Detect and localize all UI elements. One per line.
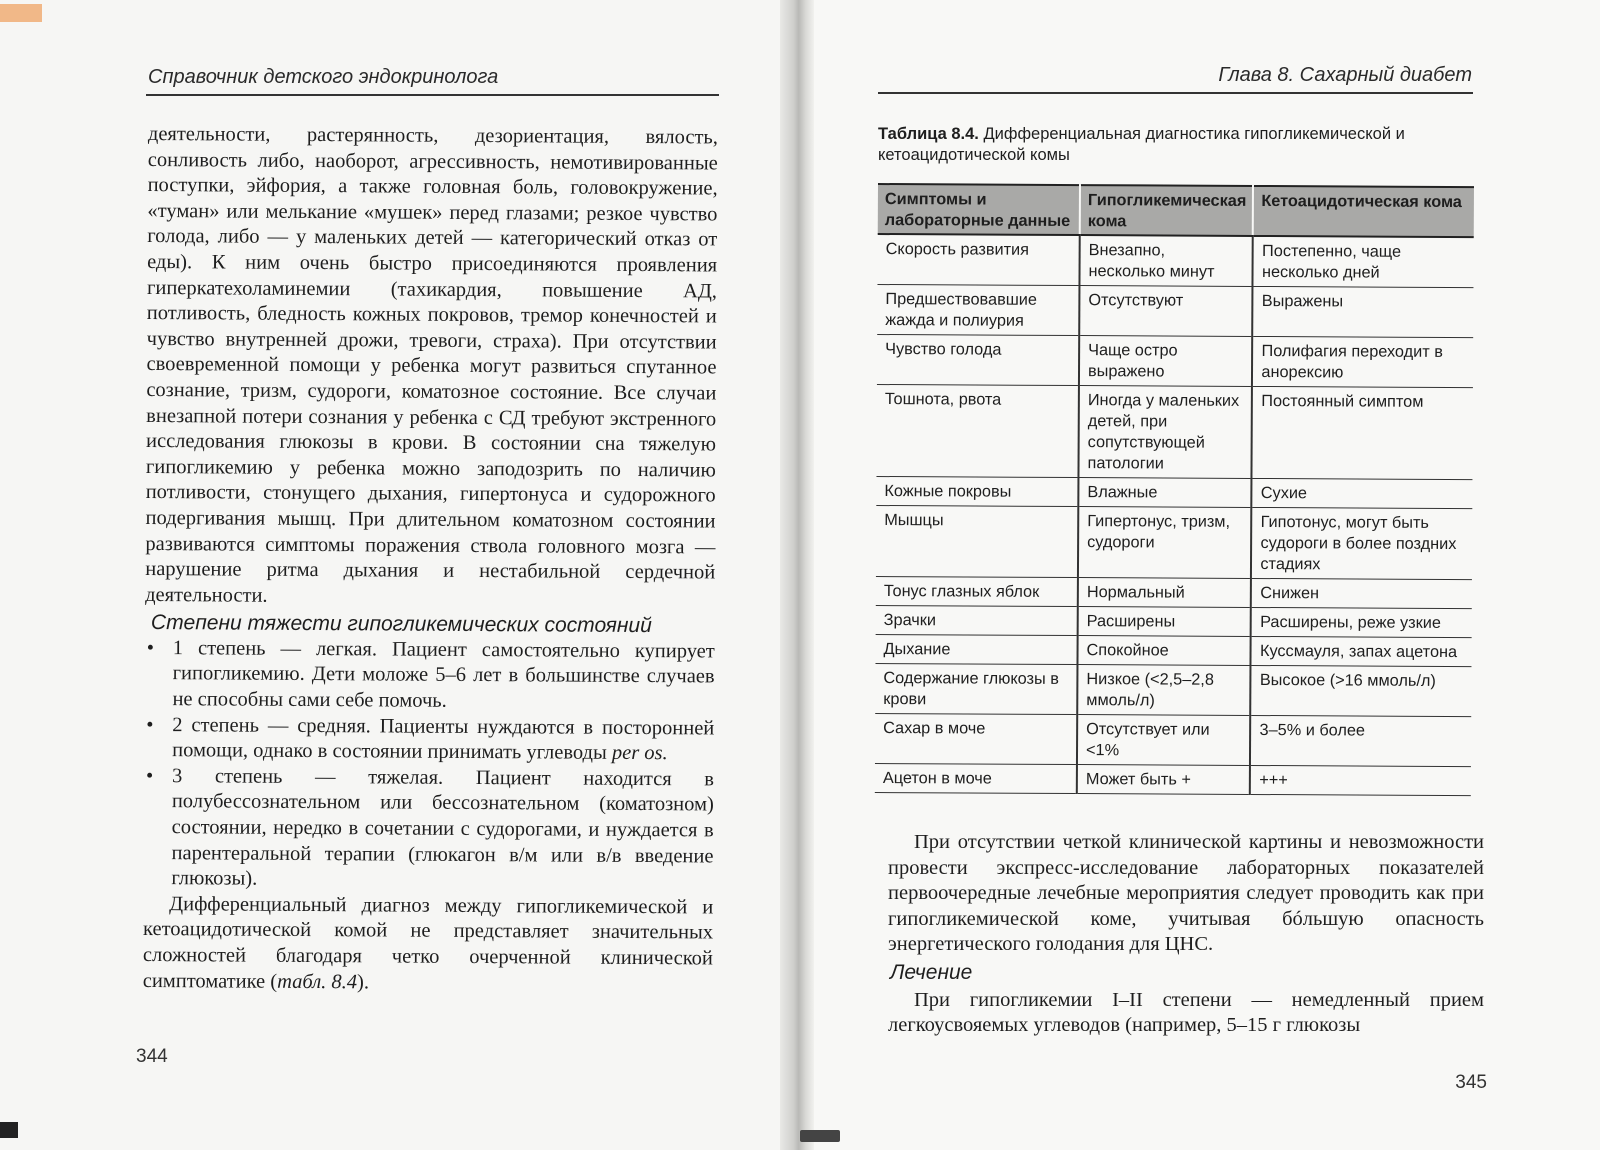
table-cell: Полифагия переходит в анорексию <box>1252 336 1473 387</box>
severity-item-text: 2 степень — средняя. Пациенты нуждаются в посторонней помощи, однако в состоянии принимать углеводы <box>172 713 715 765</box>
table-reference: табл. 8.4 <box>277 970 358 993</box>
table-cell: Мышцы <box>876 505 1078 577</box>
severity-item-text: 1 степень — легкая. Пациент самостоятельно купирует гипогликемию. Дети моложе 5–6 лет в большинстве случаев не способны сами себе помочь. <box>172 637 715 712</box>
table-caption-text: Дифференциальная диагностика гипогликемической и кетоацидотической комы <box>878 125 1405 164</box>
table-cell: Куссмауля, запах ацетона <box>1251 636 1472 666</box>
table-cell: Тонус глазных яблок <box>876 576 1078 606</box>
table-body <box>875 234 1474 796</box>
table-header-cell: Гипогликемическая кома <box>1080 185 1254 236</box>
table-cell: Чаще остро выражено <box>1079 336 1253 387</box>
table-cell: Снижен <box>1251 578 1472 608</box>
table-cell: Гипертонус, тризм, судороги <box>1078 507 1252 579</box>
table-cell: Нормальный <box>1078 578 1252 608</box>
table-row <box>875 763 1471 795</box>
table-row <box>875 713 1471 766</box>
table-caption-label: Таблица 8.4. <box>878 125 979 143</box>
table-row <box>877 234 1473 288</box>
left-body-text <box>143 122 718 998</box>
severity-item-italic: per os. <box>611 742 668 765</box>
table-cell: Расширены, реже узкие <box>1251 607 1472 637</box>
table-header-cell: Кетоацидотическая кома <box>1253 186 1474 237</box>
table-cell: +++ <box>1250 765 1471 795</box>
table-row <box>876 384 1472 479</box>
left-paragraph-2 <box>143 892 714 998</box>
table-cell: Влажные <box>1078 478 1252 508</box>
table-cell: Внезапно, несколько минут <box>1079 235 1253 286</box>
book-gutter <box>780 0 814 1150</box>
severity-item-1 <box>172 636 714 716</box>
table-cell: Кожные покровы <box>876 476 1078 506</box>
table-caption <box>878 124 1478 166</box>
table-cell: Высокое (>16 ммоль/л) <box>1251 665 1472 716</box>
table-cell: Сахар в моче <box>875 713 1077 764</box>
table-cell: Иногда у маленьких детей, при сопутствующей патологии <box>1078 386 1252 479</box>
table-header-row <box>878 184 1474 237</box>
paragraph-2-text: Дифференциальный диагноз между гипогликемической и кетоацидотической комой не представляет значительных сложностей благодаря четко очерченной клинической симптоматике ( <box>142 892 714 993</box>
table-cell: Скорость развития <box>877 234 1079 286</box>
table-cell: Чувство голода <box>877 334 1079 385</box>
left-page <box>0 0 790 1150</box>
severity-item-2 <box>172 713 714 767</box>
table-row <box>876 605 1472 637</box>
table-row <box>876 576 1472 608</box>
table-row <box>875 663 1471 716</box>
table-cell: 3–5% и более <box>1250 715 1471 766</box>
table-cell: Спокойное <box>1077 636 1251 666</box>
left-page-number: 344 <box>136 1046 168 1067</box>
left-paragraph-1: деятельности, растерянность, дезориентация, вялость, сонливость либо, наоборот, агрессивность, немотивированные поступки, эйфория, а также головная боль, головокружение, «туман» или мелькание «мушек» перед глазами; резкое чувство голода, либо — у маленьких детей — категорический отказ от еды). К ним очень быстро присоединяются проявления гиперкатехоламинемии (тахикардия, повышение АД, потливость, бледность кожных покровов, тремор конечностей и чувство внутренней дрожи, тревоги, страха). При отсутствии своевременной помощи у ребенка могут развиться спутанное сознание, тризм, судороги, коматозное состояние. Все случаи внезапной потери сознания у ребенка с СД требуют экстренного исследования глюкозы в крови. В состоянии сна тяжелую гипогликемию у ребенка можно заподозрить по наличию потливости, стонущего дыхания, гипертонуса и судорожного подергивания мышц. При длительном коматозном состоянии развиваются симптомы поражения ствола головного мозга — нарушение ритма дыхания и нестабильной сердечной деятельности. <box>145 122 718 607</box>
table-row <box>877 334 1473 387</box>
right-paragraph-2: При гипогликемии I–II степени — немедленный прием легкоусвояемых углеводов (например, 5–15 г глюкозы <box>888 988 1484 1037</box>
table-cell: Расширены <box>1078 607 1252 637</box>
table-cell: Предшествовавшие жажда и полиурия <box>877 284 1079 335</box>
severity-item-text: 3 степень — тяжелая. Пациент находится в полубессознательном или бессознательном (коматозном) состоянии, нередко в сочетании с судорогами, и нуждается в парентеральной терапии (глюкагон в/м или в/в введение глюкозы). <box>171 765 715 890</box>
table-cell: Гипотонус, могут быть судороги в более поздних стадиях <box>1251 507 1472 579</box>
page-tab-marker <box>0 4 42 22</box>
table-cell: Содержание глюкозы в крови <box>875 663 1077 714</box>
table-cell: Низкое (<2,5–2,8 ммоль/л) <box>1077 665 1251 716</box>
table-cell: Постепенно, чаще несколько дней <box>1253 236 1474 288</box>
scan-corner-mark <box>0 1122 18 1138</box>
table-header-cell: Симптомы и лабораторные данные <box>878 184 1080 235</box>
right-section-heading: Лечение <box>890 960 973 984</box>
table-cell: Отсутствуют <box>1079 286 1253 337</box>
table-row <box>877 284 1473 337</box>
table-row <box>876 476 1472 508</box>
table-cell: Сухие <box>1252 478 1473 508</box>
diagnosis-table <box>875 183 1474 796</box>
table-row <box>876 505 1472 579</box>
left-section-heading: Степени тяжести гипогликемических состояний <box>150 611 652 638</box>
table-cell: Постоянный симптом <box>1252 386 1473 479</box>
table-cell: Дыхание <box>875 634 1077 664</box>
table-cell: Выражены <box>1253 286 1474 337</box>
table-cell: Ацетон в моче <box>875 763 1077 793</box>
table-cell: Зрачки <box>876 605 1078 635</box>
table-row <box>875 634 1471 666</box>
left-header-rule <box>146 94 719 96</box>
table-cell: Тошнота, рвота <box>876 384 1078 477</box>
left-running-head: Справочник детского эндокринолога <box>148 66 499 88</box>
scan-corner-mark <box>800 1130 840 1142</box>
right-page-number: 345 <box>1455 1072 1487 1093</box>
right-body-text <box>888 830 1484 1039</box>
paragraph-2-end: ). <box>357 970 370 993</box>
table-cell: Может быть + <box>1077 765 1251 795</box>
right-running-head: Глава 8. Сахарный диабет <box>1218 64 1472 86</box>
severity-item-3 <box>171 764 714 895</box>
right-header-rule <box>878 92 1473 94</box>
table-cell: Отсутствует или <1% <box>1077 715 1251 766</box>
severity-list <box>143 636 715 895</box>
right-paragraph-1: При отсутствии четкой клинической картины и невозможности провести экспресс-исследование лабораторных показателей первоочередные лечебные мероприятия следует проводить как при гипогликемической коме, учитывая бóльшую опасность энергетического голодания для ЦНС. <box>888 831 1484 956</box>
